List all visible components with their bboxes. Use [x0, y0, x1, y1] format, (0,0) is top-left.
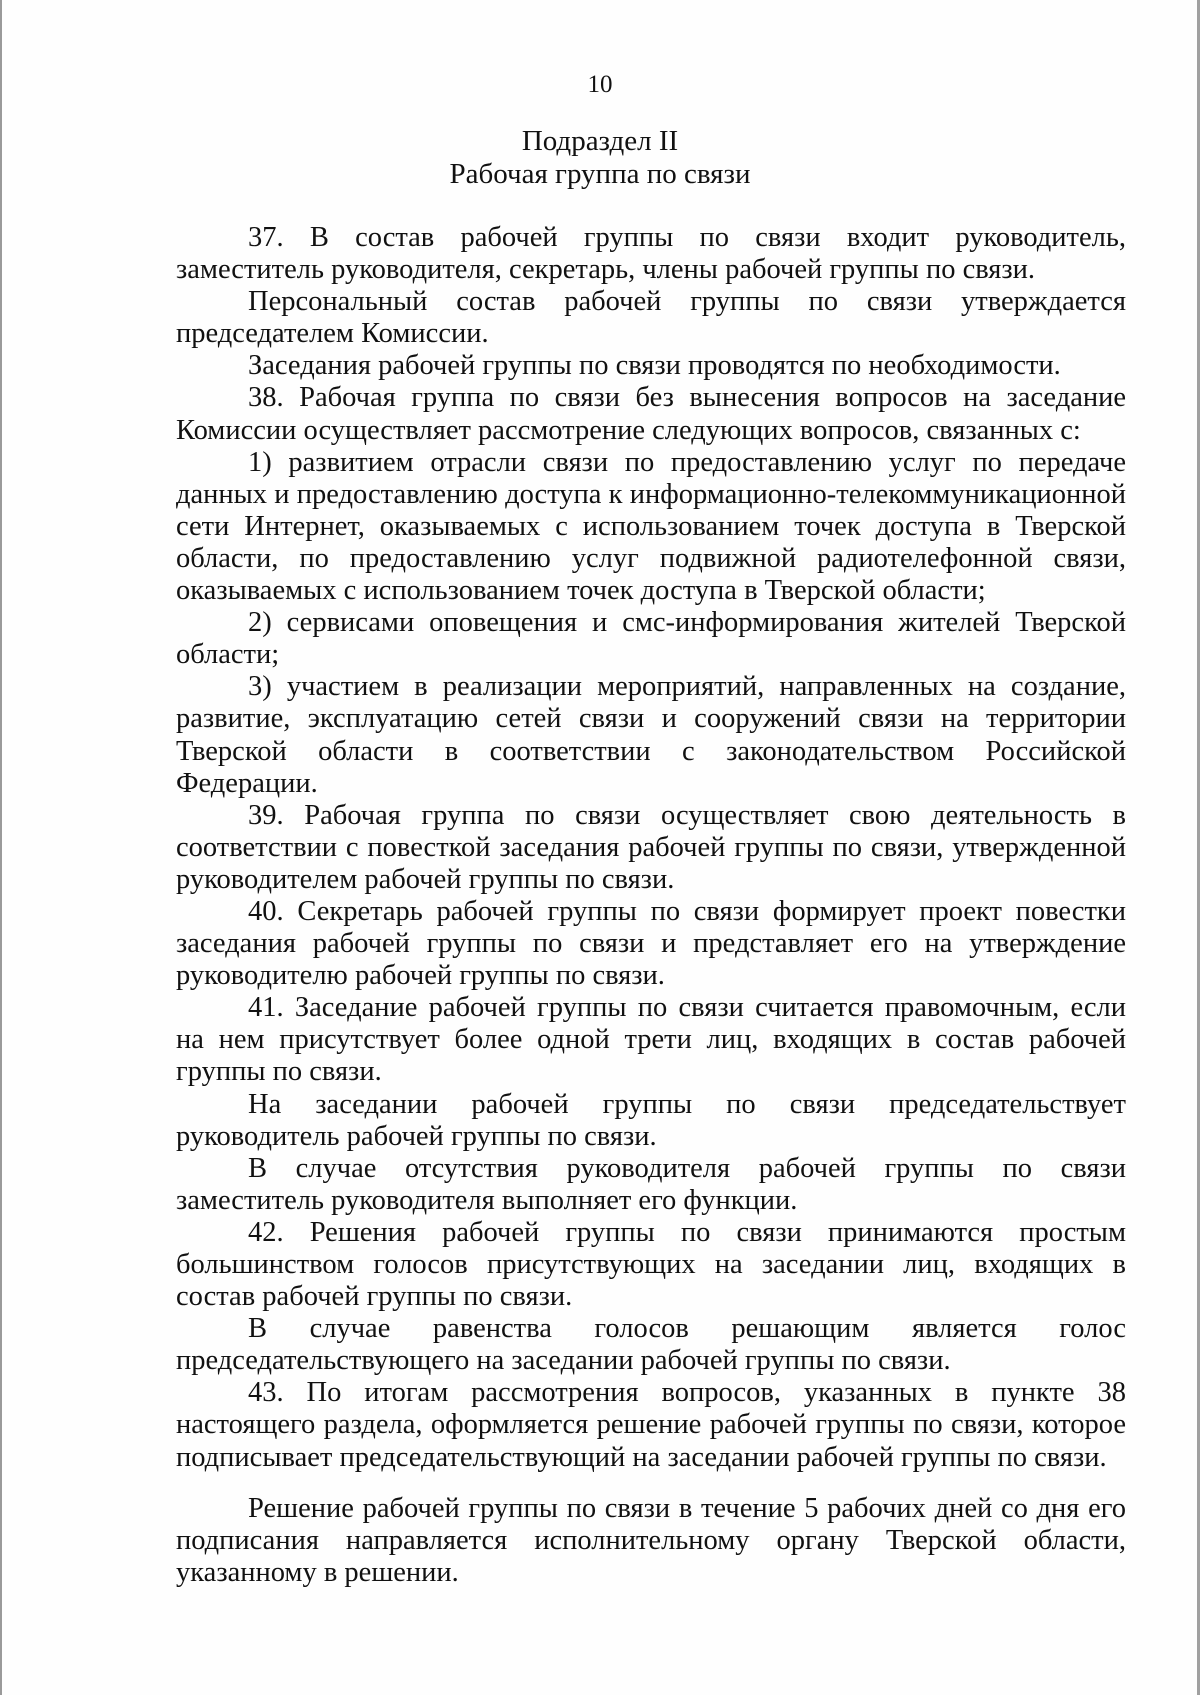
paragraph-43: 43. По итогам рассмотрения вопросов, указанных в пункте 38 настоящего раздела, оформляется решение рабочей группы по связи, которое подписывает председательствующий на заседании рабочей группы по связи. — [176, 1377, 1126, 1473]
paragraph-41-deputy: В случае отсутствия руководителя рабочей группы по связи заместитель руководителя выполняет его функции. — [176, 1152, 1126, 1216]
paragraph-37-composition: Персональный состав рабочей группы по связи утверждается председателем Комиссии. — [176, 286, 1126, 350]
scan-edge-left — [0, 0, 2, 1695]
paragraph-38: 38. Рабочая группа по связи без вынесения вопросов на заседание Комиссии осуществляет рассмотрение следующих вопросов, связанных с: — [176, 382, 1126, 446]
paragraph-41: 41. Заседание рабочей группы по связи считается правомочным, если на нем присутствует более одной трети лиц, входящих в состав рабочей группы по связи. — [176, 992, 1126, 1088]
paragraph-42-tie: В случае равенства голосов решающим является голос председательствующего на заседании рабочей группы по связи. — [176, 1313, 1126, 1377]
paragraph-38-item-1: 1) развитием отрасли связи по предоставлению услуг по передаче данных и предоставлению доступа к информационно-телекоммуникационной сети Интернет, оказываемых с использованием точек доступа в Тверской области, по предоставлению услуг подвижной радиотелефонной связи, оказываемых с использованием точек доступа в Тверской области; — [176, 446, 1126, 607]
page-number: 10 — [587, 71, 613, 98]
subsection-heading: Подраздел II — [521, 125, 679, 157]
paragraph-37: 37. В состав рабочей группы по связи входит руководитель, заместитель руководителя, секретарь, члены рабочей группы по связи. — [176, 222, 1126, 286]
paragraph-38-item-2: 2) сервисами оповещения и смс-информирования жителей Тверской области; — [176, 607, 1126, 671]
paragraph-39: 39. Рабочая группа по связи осуществляет свою деятельность в соответствии с повесткой заседания рабочей группы по связи, утвержденной руководителем рабочей группы по связи. — [176, 799, 1126, 895]
body-text — [176, 222, 1126, 1589]
paragraph-43-decision: Решение рабочей группы по связи в течение 5 рабочих дней со дня его подписания направляется исполнительному органу Тверской области, указанному в решении. — [176, 1492, 1126, 1588]
paragraph-41-chair: На заседании рабочей группы по связи председательствует руководитель рабочей группы по связи. — [176, 1088, 1126, 1152]
paragraph-40: 40. Секретарь рабочей группы по связи формирует проект повестки заседания рабочей группы по связи и представляет его на утверждение руководителю рабочей группы по связи. — [176, 895, 1126, 992]
paragraph-37-meetings: Заседания рабочей группы по связи проводятся по необходимости. — [248, 350, 1061, 382]
subsection-title: Рабочая группа по связи — [449, 158, 751, 190]
paragraph-42: 42. Решения рабочей группы по связи принимаются простым большинством голосов присутствующих на заседании лиц, входящих в состав рабочей группы по связи. — [176, 1216, 1126, 1313]
paragraph-38-item-3: 3) участием в реализации мероприятий, направленных на создание, развитие, эксплуатацию сетей связи и сооружений связи на территории Тверской области в соответствии с законодательством Российской Федерации. — [176, 671, 1126, 799]
